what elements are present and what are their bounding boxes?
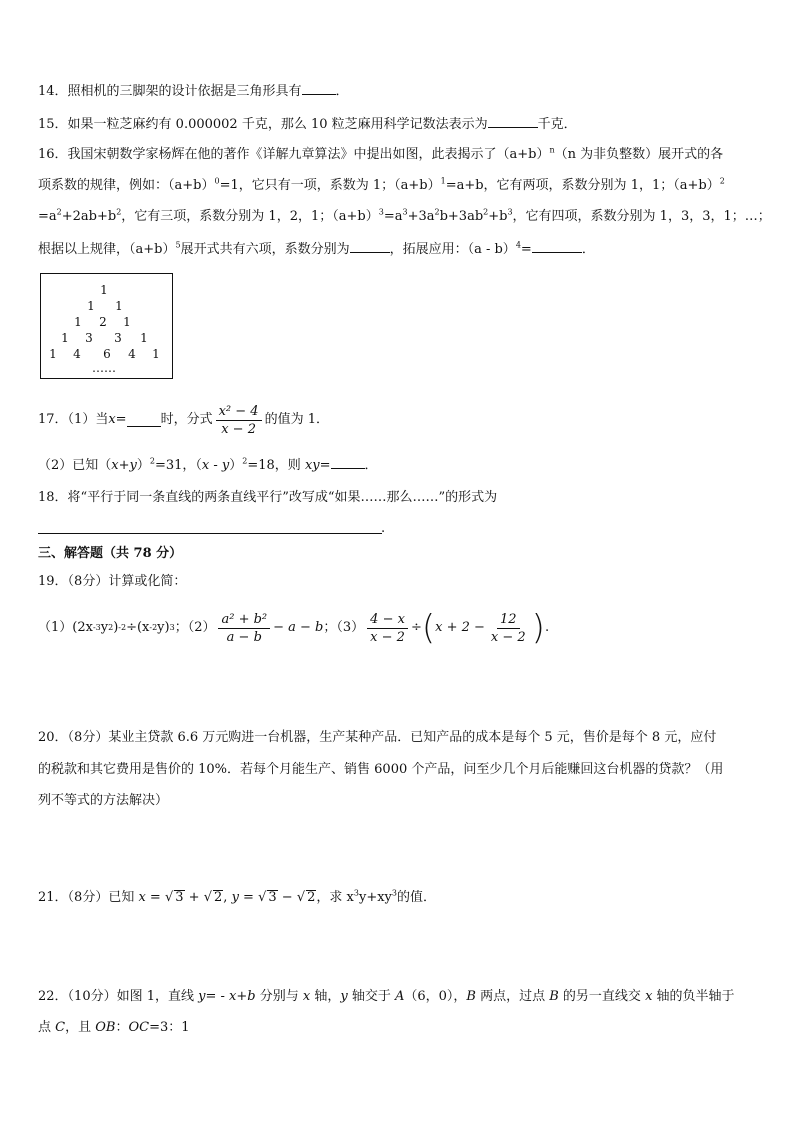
q16-sup: 2	[56, 207, 62, 217]
sqrt-icon: √	[203, 890, 213, 905]
q16-text: 项系数的规律，例如：（a+b）	[38, 178, 215, 193]
q17-blank-x[interactable]	[127, 414, 161, 427]
fraction-numerator: a² + b²	[218, 612, 270, 629]
question-22-line-1	[38, 988, 735, 1006]
triangle-row	[41, 299, 172, 315]
section-title: 三、解答题（共 78 分）	[38, 546, 183, 561]
q22-var: C	[55, 1020, 66, 1035]
q21-text: ，求 x	[316, 890, 354, 905]
triangle-number: 3	[85, 331, 93, 345]
triangle-number: 2	[99, 315, 107, 329]
q16-text: =a	[38, 209, 57, 224]
q21-radicand: 2	[307, 890, 316, 905]
q22-text: 两点，过点	[475, 989, 550, 1004]
q19-text: （1）(2x	[38, 620, 93, 635]
q21-text: 的值．	[397, 890, 437, 905]
question-20-line-2: 的税款和其它费用是售价的 10%．若每个月能生产、销售 6000 个产品，问至少几个月后能赚回这台机器的贷款？（用	[38, 762, 724, 777]
q22-var: OC	[128, 1020, 150, 1035]
q21-text: =	[238, 890, 259, 905]
q16-sup: 5	[175, 240, 181, 250]
triangle-dots: ……	[92, 361, 116, 375]
q22-text: （6，0），	[404, 989, 467, 1004]
q17-var: x+y	[111, 458, 137, 473]
q14-blank[interactable]	[302, 82, 336, 95]
fraction-numerator: 12	[497, 612, 520, 629]
question-18	[38, 489, 497, 507]
q19-text: x + 2 −	[435, 620, 485, 635]
q21-sup: 3	[391, 888, 397, 898]
q19-text: y	[100, 620, 109, 635]
q16-sup: 2	[434, 207, 440, 217]
right-paren: )	[531, 608, 545, 648]
question-17-part-2	[38, 456, 378, 475]
triangle-number: 1	[87, 299, 95, 313]
q21-radicand: 3	[175, 890, 184, 905]
sqrt-icon: √	[258, 890, 267, 905]
q16-text: ，它有四项，系数分别为 1，3，3，1；…；	[512, 209, 771, 224]
q21-sup: 3	[353, 888, 359, 898]
q22-text: 22．（10分）如图 1，直线	[38, 989, 199, 1004]
sqrt-icon: √	[164, 890, 174, 905]
sqrt-icon: √	[296, 890, 306, 905]
q17-fraction	[216, 404, 262, 437]
q16-text: ．	[581, 242, 595, 257]
q17-text: ）	[136, 458, 150, 473]
q19-fraction-2	[218, 612, 270, 645]
q19-fraction-4	[488, 612, 529, 645]
q17-blank-xy[interactable]	[331, 456, 365, 469]
q22-text: 分别与	[255, 989, 303, 1004]
question-17-part-1	[38, 402, 329, 438]
question-20-line-1: 20．（8分）某业主贷款 6.6 万元购进一台机器，生产某种产品．已知产品的成本是每个 5 元，售价是每个 8 元，应付	[38, 730, 717, 745]
q19-text: ；（3）	[323, 620, 365, 635]
q16-sup: 3	[378, 207, 384, 217]
q17-text: =	[115, 412, 127, 427]
q17-var: x - y	[201, 458, 230, 473]
q17-text: 时，分式	[160, 412, 213, 427]
q15-end: 千克．	[537, 117, 577, 132]
triangle-number: 4	[128, 347, 136, 361]
q18-end: .	[381, 521, 386, 536]
q22-var: y	[340, 989, 348, 1004]
q16-text: =a+b，它有两项，系数分别为 1，1；（a+b）	[445, 178, 720, 193]
q22-text: 轴交于	[347, 989, 395, 1004]
q22-var: y	[198, 989, 206, 1004]
q16-text: ，拓展应用：（a - b）	[389, 242, 516, 257]
q18-text: 18．将“平行于同一条直线的两条直线平行”改写成“如果……那么……”的形式为	[38, 490, 498, 505]
q16-text: +2ab+b	[61, 209, 117, 224]
q19-text: ÷(x	[126, 620, 150, 635]
q17-text: =31，（	[154, 458, 202, 473]
q16-text: 根据以上规律，（a+b）	[38, 242, 176, 257]
q16-blank-coefficients[interactable]	[350, 240, 390, 253]
q16-sup: n	[549, 145, 555, 155]
q22-var: B	[466, 989, 476, 1004]
q19-divide: ÷	[410, 620, 422, 635]
q15-text: 15．如果一粒芝麻约有 0.000002 千克，那么 10 粒芝麻用科学记数法表示为	[38, 117, 488, 132]
q16-text: b+3ab	[439, 209, 484, 224]
q22-var: B	[549, 989, 559, 1004]
q22-text: = -	[205, 989, 230, 1004]
triangle-row	[41, 283, 172, 299]
q16-sup: 2	[483, 207, 489, 217]
triangle-row	[41, 315, 172, 331]
q17-sup: 2	[149, 456, 155, 466]
triangle-number: 3	[114, 331, 122, 345]
fraction-denominator: x − 2	[370, 629, 405, 645]
triangle-row	[41, 331, 172, 347]
triangle-number: 1	[74, 315, 82, 329]
q17-text: （2）已知（	[38, 458, 112, 473]
q16-text: +b	[488, 209, 508, 224]
q21-radicand: 2	[214, 890, 223, 905]
q21-text: y+xy	[358, 890, 392, 905]
question-21	[38, 889, 436, 907]
q22-var: OB	[95, 1020, 116, 1035]
q17-text: =	[319, 458, 331, 473]
q14-end: ．	[335, 84, 349, 99]
triangle-number: 1	[123, 315, 131, 329]
q21-text: +	[184, 890, 204, 905]
q16-text: =	[520, 242, 532, 257]
triangle-number: 1	[140, 331, 148, 345]
q19-text: ；（2）	[174, 620, 216, 635]
q16-text: （n 为非负整数）展开式的各	[554, 147, 724, 162]
q17-var: xy	[304, 458, 320, 473]
question-19-intro: 19．（8分）计算或化简：	[38, 574, 187, 589]
triangle-row	[41, 361, 172, 377]
q16-sup: 3	[402, 207, 408, 217]
q16-sup: 2	[116, 207, 122, 217]
q18-answer-line[interactable]	[38, 533, 382, 534]
q16-sup: 3	[507, 207, 513, 217]
q17-text: 17．（1）当	[38, 412, 109, 427]
question-16-line-1	[38, 146, 723, 164]
question-16-line-3	[38, 208, 771, 226]
question-14	[38, 82, 349, 101]
question-16-line-2	[38, 177, 725, 195]
q17-text: =18，则	[247, 458, 305, 473]
q16-text: 展开式共有六项，系数分别为	[180, 242, 350, 257]
q21-var: x	[138, 890, 146, 905]
q21-text: 21．（8分）已知	[38, 890, 139, 905]
triangle-number: 1	[152, 347, 160, 361]
question-16-line-4	[38, 240, 595, 259]
triangle-number: 6	[103, 347, 111, 361]
triangle-number: 1	[49, 347, 57, 361]
q22-text: 的另一直线交	[558, 989, 646, 1004]
fraction-numerator: 4 − x	[367, 612, 408, 629]
q15-blank[interactable]	[488, 115, 538, 128]
q17-text: ．	[364, 458, 378, 473]
q16-sup: 4	[515, 240, 521, 250]
q21-text: =	[145, 890, 165, 905]
q22-var: x	[302, 989, 311, 1004]
q22-text: ：	[115, 1020, 129, 1035]
q14-text: 14．照相机的三脚架的设计依据是三角形具有	[38, 84, 302, 99]
fraction-numerator: x² − 4	[216, 404, 262, 421]
q21-text: −	[277, 890, 297, 905]
fraction-denominator: a − b	[226, 629, 262, 645]
q22-text: =3：1	[149, 1020, 190, 1035]
question-22-line-2	[38, 1019, 190, 1037]
triangle-number: 1	[100, 283, 108, 297]
q21-text: ,	[223, 890, 232, 905]
question-19-expressions: （1）(2x -3 y 2 ) -2 ÷(x -2 y) 3 ；（2） $\frac{\text{a² + b²}}{a - b}$ − a − b ；（3） $\frac{4 - x}{x - 2}$ ÷ ( x + 2 − $\frac{12}{x - 2}$ ) .	[38, 608, 550, 648]
q16-sup: 2	[719, 176, 725, 186]
q16-sup: 0	[214, 176, 220, 186]
q17-var: x	[108, 412, 116, 427]
question-20-line-3: 列不等式的方法解决）	[38, 793, 169, 808]
question-15	[38, 115, 577, 134]
q22-var: x	[645, 989, 653, 1004]
q17-text: ）	[229, 458, 243, 473]
q16-text: =a	[383, 209, 403, 224]
left-paren: (	[421, 608, 436, 648]
q22-text: 轴的负半轴于	[652, 989, 735, 1004]
q19-text: .	[544, 620, 550, 635]
q21-radicand: 3	[268, 890, 277, 905]
triangle-number: 4	[73, 347, 81, 361]
q16-text: +3a	[407, 209, 435, 224]
q19-fraction-3	[367, 612, 408, 645]
q22-var: x+b	[229, 989, 256, 1004]
yang-hui-triangle-figure	[40, 273, 173, 379]
q22-text: ，且	[65, 1020, 96, 1035]
q19-text: )	[113, 620, 119, 635]
q16-text: ，它有三项，系数分别为 1，2，1；（a+b）	[121, 209, 379, 224]
q19-text: y)	[157, 620, 170, 635]
q22-text: 轴，	[310, 989, 341, 1004]
q22-text: 点	[38, 1020, 56, 1035]
q16-blank-expansion[interactable]	[532, 240, 582, 253]
q17-text: 的值为 1．	[264, 412, 329, 427]
triangle-number: 1	[115, 299, 123, 313]
q17-sup: 2	[242, 456, 248, 466]
fraction-denominator: x − 2	[490, 629, 526, 645]
q16-text: =1，它只有一项，系数为 1；（a+b）	[219, 178, 441, 193]
q19-text: − a − b	[273, 620, 324, 635]
triangle-number: 1	[61, 331, 69, 345]
fraction-denominator: x − 2	[221, 421, 256, 437]
q21-var: y	[231, 890, 239, 905]
q16-text: 16．我国宋朝数学家杨辉在他的著作《详解九章算法》中提出如图，此表揭示了（a+b）	[38, 147, 550, 162]
q16-sup: 1	[440, 176, 446, 186]
q22-var: A	[394, 989, 405, 1004]
